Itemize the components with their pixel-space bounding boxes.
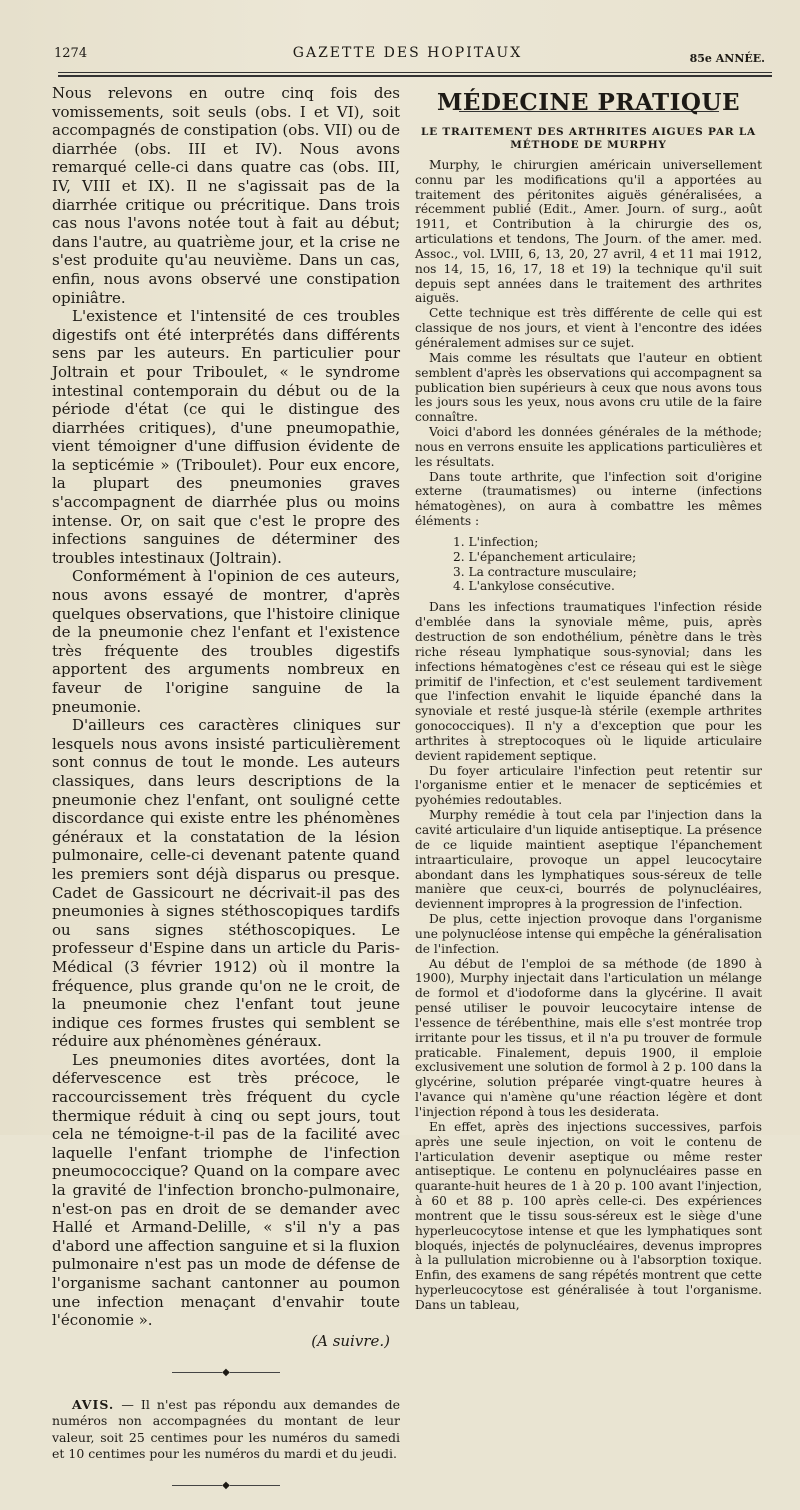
right-column (415, 89, 762, 1313)
paragraph: Murphy remédie à tout cela par l'injection dans la cavité articulaire d'un liquide antiseptique. La présence de ce liquide maintient aseptique l'épanchement intraarticulaire, provoque un appel leucocytaire abondant dans les lymphatiques sous-séreux de telle manière que ceux-ci, bourrés de polynucléaires, deviennent impropres à la progression de l'infection. (415, 808, 762, 912)
list-item: 4. L'ankylose consécutive. (453, 579, 615, 594)
paragraph: Dans toute arthrite, que l'infection soit d'origine externe (traumatismes) ou interne (infections hématogènes), on aura à combattre les mêmes éléments : (415, 469, 762, 529)
paragraph: Dans les infections traumatiques l'infection réside d'emblée dans la synoviale même, puis, après destruction de son endothélium, pénètre dans le très riche réseau lymphatique sous-synovial; dans les infections hématogènes c'est ce réseau qui est le siège primitif de l'infection, et c'est seulement tardivement que l'infection envahit le liquide épanché dans la synoviale et resté jusque-là stérile (exemple arthrites gonococciques). Il n'y a d'exception que pour les arthrites à streptocoques où le liquide articulaire devient rapidement septique. (415, 600, 762, 763)
notice-paragraph (52, 1397, 400, 1463)
ornament-divider: ◆ (52, 1364, 400, 1383)
paragraph: D'ailleurs ces caractères cliniques sur lesquels nous avons insisté particulièrement sont connus de tout le monde. Les auteurs classiques, dans leurs descriptions de la pneumonie chez l'enfant, ont souligné cette discordance qui existe entre les phénomènes généraux et la constatation de la lésion pulmonaire, celle-ci devenant patente quand les premiers sont déjà disparus ou presque. Cadet de Gassicourt ne décrivait-il pas des pneumonies à signes stéthoscopiques tardifs ou sans signes stéthoscopiques. Le professeur d'Espine dans un article du Paris-Médical (3 février 1912) où il montre la fréquence, plus grande qu'on ne le croit, de la pneumonie chez l'enfant tout jeune indique ces formes frustes qui semblent se réduire aux phénomènes généraux. (52, 716, 400, 1051)
page-number: 1274 (54, 46, 88, 61)
to-be-continued: (A suivre.) (311, 1331, 390, 1350)
ornament-divider: ◆ (52, 1477, 400, 1496)
paragraph: Murphy, le chirurgien américain universellement connu par les modifications qu'il a apportées au traitement des péritonites aiguës généralisées, a récemment publié (Edit., Amer. Journ. of surg., août 1911, et Contribution à la chirurgie des os, articulations et tendons, The Journ. of the amer. med. Assoc., vol. LVIII, 6, 13, 20, 27 avril, 4 et 11 mai 1912, nos 14, 15, 16, 17, 18 et 19) la technique qu'il suit depuis sept années dans le traitement des arthrites aiguës. (415, 157, 762, 306)
paragraph: L'existence et l'intensité de ces troubles digestifs ont été interprétés dans différents sens par les auteurs. En particulier pour Joltrain et pour Triboulet, « le syndrome intestinal contemporain du début ou de la période d'état (ce qui le distingue des diarrhées critiques), d'une pneumopathie, vient témoigner d'une diffusion évidente de la septicémie » (Triboulet). Pour eux encore, la plupart des pneumonies graves s'accompagnent de diarrhée plus ou moins intense. Or, on sait que c'est le propre des infections sanguines de déterminer des troubles intestinaux (Joltrain). (52, 307, 400, 567)
notice-text: — Il n'est pas répondu aux demandes de numéros non accompagnées du montant de leur valeur, soit 25 centimes pour les numéros du samedi et 10 centimes pour les numéros du mardi et du jeudi. (52, 1396, 400, 1462)
article-title: LE TRAITEMENT DES ARTHRITES AIGUES PAR LA MÉTHODE DE MURPHY (420, 125, 757, 151)
journal-title: GAZETTE DES HOPITAUX (292, 45, 523, 61)
header-rule-thick (58, 75, 772, 77)
list-item: 2. L'épanchement articulaire; (453, 549, 637, 564)
elements-list (415, 535, 762, 594)
paragraph: Nous relevons en outre cinq fois des vomissements, soit seuls (obs. I et VI), soit accompagnés de constipation (obs. VII) ou de diarrhée (obs. III et IV). Nous avons remarqué celle-ci dans quatre cas (obs. III, IV, VIII et IX). Il ne s'agissait pas de la diarrhée critique ou précritique. Dans trois cas nous l'avons notée tout à fait au début; dans l'autre, au quatrième jour, et la crise ne s'est produite qu'au neuvième. Dans un cas, enfin, nous avons observé une constipation opiniâtre. (52, 84, 400, 307)
notice-label: AVIS. (72, 1396, 115, 1412)
paragraph: En effet, après des injections successives, parfois après une seule injection, on voit le contenu de l'articulation devenir aseptique ou même rester antiseptique. Le contenu en polynucléaires passe en quarante-huit heures de 1 à 20 p. 100 avant l'injection, à 60 et 88 p. 100 après celle-ci. Des expériences montrent que le tissu sous-séreux est le siège d'une hyperleucocytose intense et que les lymphatiques sont bloqués, injectés de polynucléaires, devenus impropres à la pullulation microbienne ou à l'absorption toxique. Enfin, des examens de sang répétés montrent que cette hyperleucocytose est généralisée à tout l'organisme. Dans un tableau, (415, 1119, 762, 1312)
paragraph: Du foyer articulaire l'infection peut retentir sur l'organisme entier et le menacer de septicémies et pyohémies redoutables. (415, 763, 762, 808)
paragraph: Au début de l'emploi de sa méthode (de 1890 à 1900), Murphy injectait dans l'articulation un mélange de formol et d'iodoforme dans la glycérine. Il avait pensé utiliser le pouvoir leucocytaire intense de l'essence de térébenthine, mais elle s'est montrée trop irritante pour les tissus, et il n'a pu trouver de formule praticable. Finalement, depuis 1900, il emploie exclusivement une solution de formol à 2 p. 100 dans la glycérine, solution préparée vingt-quatre heures à l'avance qui n'amène qu'une réaction légère et dont l'injection répond à tous les desiderata. (415, 956, 762, 1119)
section-title: MÉDECINE PRATIQUE (436, 89, 741, 116)
header-rule (58, 72, 772, 73)
paragraph: Conformément à l'opinion de ces auteurs, nous avons essayé de montrer, d'après quelques observations, que l'histoire clinique de la pneumonie chez l'enfant et l'existence très fréquente des troubles digestifs apportent des arguments nombreux en faveur de l'origine sanguine de la pneumonie. (52, 567, 400, 716)
page-header (40, 40, 775, 80)
paragraph: De plus, cette injection provoque dans l'organisme une polynucléose intense qui empêche la généralisation de l'infection. (415, 912, 762, 956)
list-item: 3. La contracture musculaire; (453, 564, 637, 579)
paragraph: Les pneumonies dites avortées, dont la défervescence est très précoce, le raccourcissement très fréquent du cycle thermique réduit à cinq ou sept jours, tout cela ne témoigne-t-il pas de la facilité avec laquelle l'enfant triomphe de l'infection pneumococcique? Quand on la compare avec la gravité de l'infection broncho-pulmonaire, n'est-on pas en droit de se demander avec Hallé et Armand-Delille, « s'il n'y a pas d'abord une affection sanguine et si la fluxion pulmonaire n'est pas un mode de défense de l'organisme sachant cantonner au poumon une infection menaçant d'envahir toute l'économie ». (52, 1050, 400, 1330)
list-item: 1. L'infection; (453, 534, 539, 549)
paragraph: Mais comme les résultats que l'auteur en obtient semblent d'après les observations qui accompagnent sa publication bien supérieurs à ceux que nous avons tous les jours sous les yeux, nous avons cru utile de la faire connaître. (415, 350, 762, 425)
year-label: 85e ANNÉE. (689, 52, 765, 65)
paragraph: Cette technique est très différente de celle qui est classique de nos jours, et vient à l'encontre des idées généralement admises sur ce sujet. (415, 306, 762, 350)
paragraph: Voici d'abord les données générales de la méthode; nous en verrons ensuite les applications particulières et les résultats. (415, 425, 762, 469)
left-column (52, 84, 400, 1510)
